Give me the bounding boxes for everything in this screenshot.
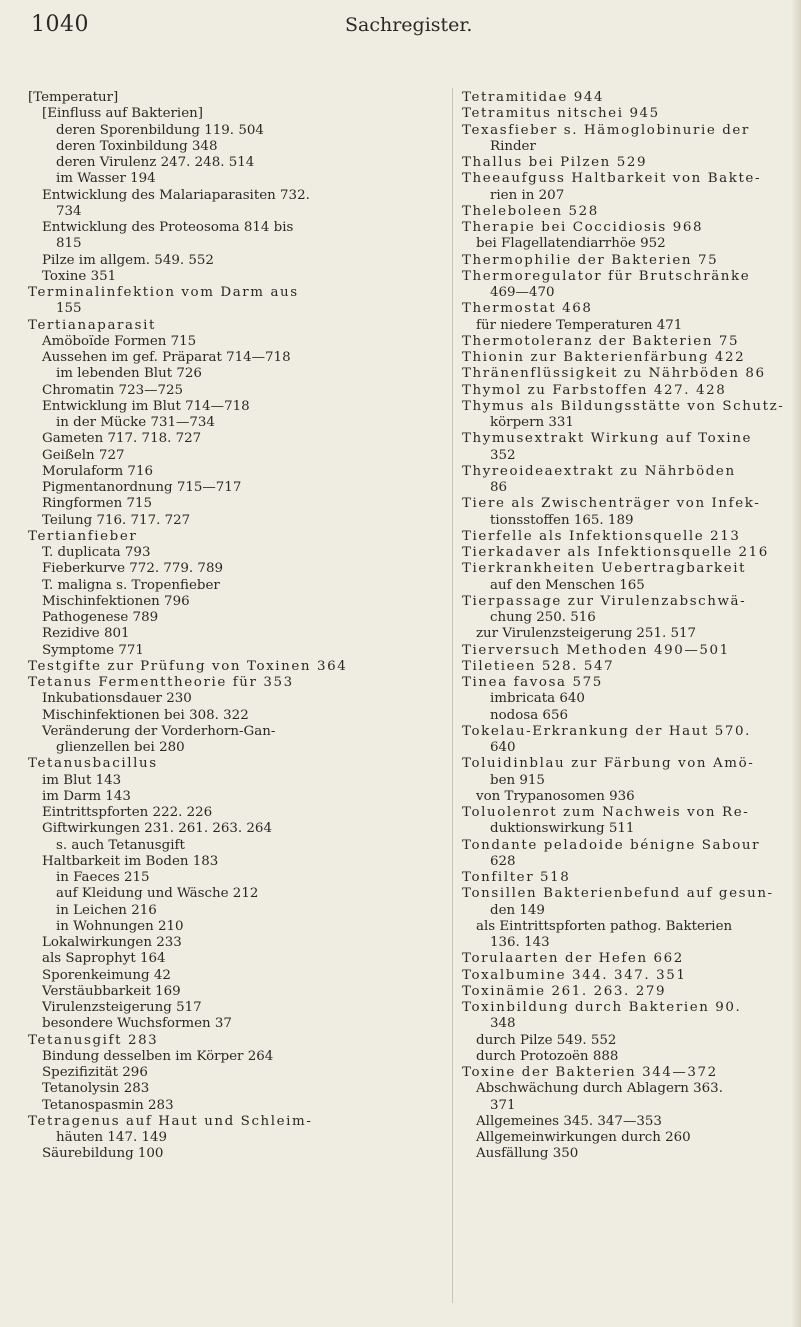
index-subentry: Symptome 771 [42,642,144,658]
index-subentry: deren Toxinbildung 348 [56,138,218,154]
index-subentry: für niedere Temperaturen 471 [476,317,683,333]
index-subentry: als Eintrittspforten pathog. Bakterien [476,918,733,934]
index-subentry: durch Protozoën 888 [476,1048,619,1064]
index-subentry: Entwicklung des Proteosoma 814 bis [42,220,294,235]
index-subentry: Fieberkurve 772. 779. 789 [42,561,223,577]
index-subentry: Allgemeinwirkungen durch 260 [476,1130,691,1145]
index-entry: Tetanusgift 283 [28,1032,159,1048]
index-subentry: häuten 147. 149 [56,1130,168,1145]
index-entry: Tiere als Zwischenträger von Infek- [462,496,761,512]
index-entry: Thymusextrakt Wirkung auf Toxine [462,431,753,447]
index-entry: Tetragenus auf Haut und Schleim- [28,1113,313,1129]
index-subentry: s. auch Tetanusgift [56,837,185,853]
index-subentry: 86 [490,480,508,495]
index-subentry: Chromatin 723—725 [42,382,184,398]
index-subentry: körpern 331 [490,415,574,430]
index-entry: Thymol zu Farbstoffen 427. 428 [462,382,727,398]
index-subentry: Mischinfektionen 796 [42,593,190,609]
index-subentry: im Darm 143 [42,788,131,804]
index-entry: Tetanus Fermenttheorie für 353 [28,675,294,690]
index-entry: Tertianfieber [28,528,138,544]
index-subentry: 815 [56,236,82,252]
index-subentry: 469—470 [490,285,555,300]
index-subentry: Ausfällung 350 [476,1146,579,1162]
index-entry: Tetanusbacillus [28,756,158,772]
index-subentry: als Saprophyt 164 [42,951,166,967]
index-subentry: deren Virulenz 247. 248. 514 [56,155,255,170]
index-subentry: Verstäubbarkeit 169 [42,983,181,999]
index-entry: Thermophilie der Bakterien 75 [462,252,719,268]
index-subentry: Tetanospasmin 283 [42,1097,174,1113]
index-subentry: 628 [490,853,516,869]
index-subentry: Tetanolysin 283 [42,1081,150,1097]
index-subentry: T. maligna s. Tropenfieber [42,577,220,593]
index-subentry: besondere Wuchsformen 37 [42,1016,232,1032]
page-header [0,6,801,46]
index-subentry: Teilung 716. 717. 727 [42,512,191,528]
index-subentry: Amöboïde Formen 715 [42,333,197,349]
index-subentry: 640 [490,740,516,755]
index-entry: Tierfelle als Infektionsquelle 213 [462,528,741,544]
index-subentry: Pilze im allgem. 549. 552 [42,252,214,268]
running-head: Sachregister. [345,14,473,36]
index-subentry: von Trypanosomen 936 [476,788,635,804]
index-subentry: auf Kleidung und Wäsche 212 [56,886,259,902]
index-entry: Tonfilter 518 [462,870,571,885]
index-subentry: in Wohnungen 210 [56,918,184,934]
index-subentry: Entwicklung des Malariaparasiten 732. [42,187,310,203]
index-subentry: Entwicklung im Blut 714—718 [42,398,250,414]
index-subentry: tionsstoffen 165. 189 [490,512,634,528]
index-subentry: glienzellen bei 280 [56,740,185,755]
index-entry: Tondante peladoide bénigne Sabour [462,837,761,853]
index-subentry: Geißeln 727 [42,447,125,463]
index-subentry: Aussehen im gef. Präparat 714—718 [42,350,291,365]
index-subentry: Allgemeines 345. 347—353 [476,1113,662,1129]
index-subentry: Pigmentanordnung 715—717 [42,480,242,495]
index-entry: Thallus bei Pilzen 529 [462,155,648,170]
index-entry: Thermoregulator für Brutschränke [462,268,751,284]
index-entry: Therapie bei Coccidiosis 968 [462,220,704,235]
index-subentry: im Wasser 194 [56,171,156,187]
index-entry: Testgifte zur Prüfung von Toxinen 364 [28,658,348,674]
index-subentry: Bindung desselben im Körper 264 [42,1048,274,1064]
index-entry: Tertianaparasit [28,317,156,333]
index-entry: Tierkrankheiten Uebertragbarkeit [462,561,747,577]
index-subentry: auf den Menschen 165 [490,577,645,593]
index-subentry: im lebenden Blut 726 [56,366,202,382]
index-subentry: Inkubationsdauer 230 [42,691,192,707]
index-entry: Texasfieber s. Hämoglobinurie der [462,122,750,138]
index-subentry: Rinder [490,138,536,154]
index-entry: Tiletieen 528. 547 [462,658,615,674]
index-entry: Thionin zur Bakterienfärbung 422 [462,350,746,365]
index-subentry: rien in 207 [490,187,565,203]
index-subentry: in der Mücke 731—734 [56,415,215,430]
index-subentry: Spezifizität 296 [42,1065,148,1080]
index-subentry: imbricata 640 [490,691,585,707]
index-entry: Tetramitidae 944 [462,90,605,105]
index-entry: Tierversuch Methoden 490—501 [462,642,730,658]
index-subentry: Morulaform 716 [42,463,153,479]
index-subentry: Eintrittspforten 222. 226 [42,805,213,820]
index-entry: Thyreoideaextrakt zu Nährböden [462,463,736,479]
index-subentry: Säurebildung 100 [42,1146,164,1162]
index-subentry: [Einfluss auf Bakterien] [42,106,203,122]
index-subentry: Toxine 351 [42,268,117,284]
index-entry: Toluidinblau zur Färbung von Amö- [462,756,755,772]
right-index-column [462,90,785,1163]
index-subentry: bei Flagellatendiarrhöe 952 [476,236,666,252]
index-entry: Thymus als Bildungsstätte von Schutz- [462,398,785,414]
left-index-column [28,90,440,1163]
index-entry: Tokelau-Erkrankung der Haut 570. [462,723,751,739]
index-subentry: 352 [490,447,516,463]
index-entry: Tinea favosa 575 [462,675,603,690]
index-subentry: Mischinfektionen bei 308. 322 [42,707,249,723]
index-entry: Toluolenrot zum Nachweis von Re- [462,805,750,820]
index-subentry: Abschwächung durch Ablagern 363. [476,1081,723,1097]
index-subentry: ben 915 [490,772,545,788]
index-subentry: zur Virulenzsteigerung 251. 517 [476,626,697,642]
index-entry: Torulaarten der Hefen 662 [462,951,684,967]
index-entry: Tetramitus nitschei 945 [462,106,660,122]
index-subentry: in Leichen 216 [56,902,157,918]
index-subentry: Rezidive 801 [42,626,130,642]
index-subentry: Veränderung der Vorderhorn-Gan- [42,723,276,739]
index-entry: Toxalbumine 344. 347. 351 [462,967,687,983]
column-divider [452,88,453,1303]
index-subentry: chung 250. 516 [490,610,596,625]
index-entry: Tonsillen Bakterienbefund auf gesun- [462,886,774,902]
index-subentry: 136. 143 [490,935,550,950]
index-subentry: Sporenkeimung 42 [42,967,171,983]
index-subentry: T. duplicata 793 [42,545,151,560]
index-entry: Thermotoleranz der Bakterien 75 [462,333,740,349]
index-subentry: Pathogenese 789 [42,610,159,625]
index-subentry: den 149 [490,902,545,918]
index-entry: Tierpassage zur Virulenzabschwä- [462,593,747,609]
index-entry: Theeaufguss Haltbarkeit von Bakte- [462,171,762,187]
index-subentry: 734 [56,203,82,219]
index-subentry: Gameten 717. 718. 727 [42,431,202,447]
index-entry: Tierkadaver als Infektionsquelle 216 [462,545,769,560]
index-entry: Theleboleen 528 [462,203,599,219]
index-subentry: durch Pilze 549. 552 [476,1032,617,1048]
index-entry: Toxine der Bakterien 344—372 [462,1065,718,1080]
index-subentry: nodosa 656 [490,707,568,723]
index-subentry: Virulenzsteigerung 517 [42,1000,202,1015]
index-subentry: Ringformen 715 [42,496,153,512]
index-subentry: deren Sporenbildung 119. 504 [56,122,264,138]
page-number: 1040 [31,12,89,37]
index-entry: Terminalinfektion vom Darm aus [28,285,299,300]
index-subentry: 155 [56,301,82,317]
index-subentry: Giftwirkungen 231. 261. 263. 264 [42,821,272,837]
index-entry: Thränenflüssigkeit zu Nährböden 86 [462,366,766,382]
index-entry: Toxinämie 261. 263. 279 [462,983,667,999]
index-subentry: duktionswirkung 511 [490,821,635,837]
page-edge-shadow [791,0,801,1327]
index-subentry: in Faeces 215 [56,870,150,885]
index-subentry: Lokalwirkungen 233 [42,935,182,950]
index-subentry: Haltbarkeit im Boden 183 [42,853,219,869]
index-subentry: 371 [490,1097,516,1113]
index-subentry: im Blut 143 [42,772,122,788]
index-entry: Thermostat 468 [462,301,593,317]
index-entry: Toxinbildung durch Bakterien 90. [462,1000,742,1015]
index-entry: [Temperatur] [28,90,119,105]
index-subentry: 348 [490,1016,516,1032]
